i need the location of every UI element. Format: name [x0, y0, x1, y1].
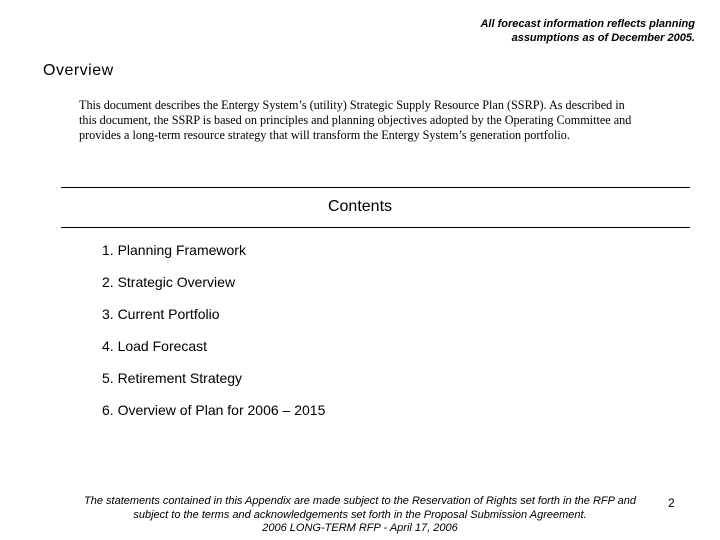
contents-top-divider: [61, 187, 690, 188]
disclaimer-line-1: All forecast information reflects planning: [480, 18, 695, 30]
contents-bottom-divider: [61, 227, 690, 228]
toc-item-current-portfolio: 3. Current Portfolio: [102, 306, 220, 322]
footer-line-3: 2006 LONG-TERM RFP - April 17, 2006: [262, 522, 458, 534]
disclaimer-line-2: assumptions as of December 2005.: [511, 32, 695, 44]
toc-item-retirement-strategy: 5. Retirement Strategy: [102, 370, 243, 386]
toc-item-strategic-overview: 2. Strategic Overview: [102, 274, 236, 290]
toc-item-load-forecast: 4. Load Forecast: [102, 338, 208, 354]
overview-heading: Overview: [43, 62, 114, 79]
forecast-disclaimer: [395, 17, 695, 45]
toc-item-planning-framework: 1. Planning Framework: [102, 242, 246, 258]
footer-line-2: subject to the terms and acknowledgements set forth in the Proposal Submission Agreement.: [133, 508, 587, 521]
contents-heading: Contents: [327, 198, 393, 215]
table-of-contents: [102, 241, 325, 433]
page-number: 2: [668, 496, 675, 510]
footer-line-1: The statements contained in this Appendix are made subject to the Reservation of Rights set forth in the RFP and: [84, 495, 636, 507]
overview-paragraph: This document describes the Entergy System’s (utility) Strategic Supply Resource Plan (SSRP). As described in this document, the SSRP is based on principles and planning objectives adopted by the Operating Committee and provides a long-term resource strategy that will transform the Entergy System’s generation portfolio.: [79, 98, 632, 142]
toc-item-plan-overview: 6. Overview of Plan for 2006 – 2015: [102, 402, 326, 418]
footer-legal-notice: [80, 495, 640, 536]
